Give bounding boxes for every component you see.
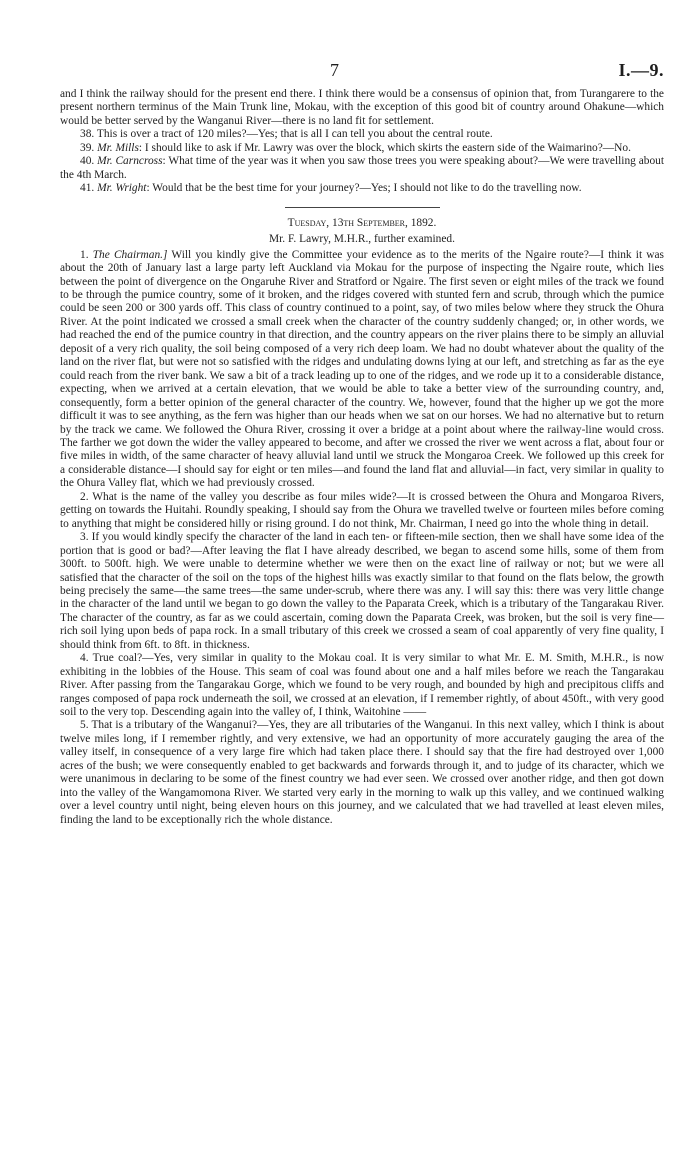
speaker-name: The Chairman.] [92,248,168,261]
paragraph-4 [60,652,664,719]
paragraph-text: : What time of the year was it when you saw those trees you were speaking about?—We were travelling about the 4th March. [60,155,664,181]
paragraph-number: 39. [80,141,95,154]
speaker-name: Mr. Wright [97,182,147,195]
paragraph-number: 38. [80,128,95,141]
paragraph-38 [60,128,664,141]
paragraph-number: 5. [80,719,89,732]
paragraph-text: That is a tributary of the Wanganui?—Yes, they are all tributaries of the Wanganui. In this next valley, which I think is about twelve miles long, if I remember rightly, and very extensive, we had an opportunity of more accurately gauging the area of the valley itself, in consequence of a very large fire which had taken place there. I should say that the fire had destroyed over 1,000 acres of the bush; we were consequently enabled to get backwards and forwards through it, and to judge of its character, which we were unanimous in declaring to be some of the finest country we had ever seen. We crossed over another ridge, and then got down into the valley of the Wangamomona River. We started very early in the morning to walk up this valley, and we continued walking over a level country until night, being eleven hours on this journey, and we calculated that we had travelled at least eleven miles, finding the land to be exceptionally rich the whole distance. [60,719,664,826]
paragraph-continuation [60,88,664,128]
paragraph-text: True coal?—Yes, very similar in quality to the Mokau coal. It is very similar to what Mr. E. M. Smith, M.H.R., is now exhibiting in the lobbies of the House. This seam of coal was found about one and a half miles before we reach the Tangarakau River. After passing from the Tangarakau Gorge, which we found to be very rough, and bounded by high and precipitous cliffs and ranges composed of papa rock underneath the soil, we crossed at an elevation, if I remember rightly, of about 450ft., with very good soil to the very top. Descending again into the valley of, I think, Waitohine —— [60,652,664,719]
paragraph-text: : Would that be the best time for your journey?—Yes; I should not like to do the travelling now. [146,182,582,195]
paragraph-text: and I think the railway should for the present end there. I think there would be a consensus of opinion that, from Turangarere to the present northern terminus of the Main Trunk line, Mokau, with the exception of this good bit of country around Ohakune—which would be better served by the Wanganui River—there is no land fit for settlement. [60,88,664,127]
paragraph-3 [60,531,664,652]
document-reference: I.—9. [618,60,664,80]
paragraph-number: 40. [80,155,95,168]
paragraph-text: : I should like to ask if Mr. Lawry was over the block, which skirts the eastern side of the Waimarino?—No. [138,141,631,154]
paragraph-text: If you would kindly specify the character of the land in each ten- or fifteen-mile section, then we shall have some idea of the portion that is good or bad?—After leaving the flat I have already described, we began to ascend some hills, some of them from 300ft. to 500ft. high. We were unable to determine whether we were then on the exact line of railway or not; but we were all satisfied that the character of the soil on the tops of the highest hills was exactly similar to that found on the flats below, the growth being precisely the same—the same trees—the same under-scrub, where there was any. I will say this: there was very little change in the character of the land until we began to go down the valley to the Paparata Creek, which is a tributary of the Tangarakau River. The character of the country, as far as we could ascertain, coming down the Paparata Creek, was broken, but the soil is very fine—rich soil lying upon beds of papa rock. In a small tributary of this creek we crossed a seam of coal apparently of very fine quality, I should think from 6ft. to 8ft. in thickness. [60,531,664,651]
paragraph-number: 3. [80,531,89,544]
paragraph-text: This is over a tract of 120 miles?—Yes; that is all I can tell you about the central route. [96,128,493,141]
paragraph-2 [60,491,664,531]
paragraph-text: What is the name of the valley you describe as four miles wide?—It is crossed between the Ohura and Mongaroa Rivers, getting on towards the Huitahi. Roundly speaking, I should say from the Ohura we travelled twelve or fourteen miles before coming to anything that might be considered hilly or rising ground. I do not think, Mr. Chairman, I need go into the whole thing in detail. [60,490,664,530]
paragraph-number: 2. [80,490,89,503]
page-number: 7 [330,60,339,80]
speaker-name: Mr. Carncross [97,155,163,168]
paragraph-number: 1. [80,248,89,261]
document-page [60,60,664,827]
page-header [60,60,664,88]
paragraph-39 [60,142,664,155]
paragraph-5 [60,719,664,827]
section-date: Tuesday, 13th September, 1892. [287,216,437,229]
paragraph-text: Will you kindly give the Committee your evidence as to the merits of the Ngaire route?—I think it was about the 20th of January last a large party left Auckland via Mokau for the purpose of inspecting the Ngaire route, which lies between the point of divergence on the Ongaruhe River and Stratford or Ngaire. The first seven or eight miles of the track we found to be through the pumice country, some of it broken, and the ridges covered with stunted fern and scrub, through which the pumice could be seen 200 or 300 yards off. This class of country continued to a point, say, of two miles below where they struck the Ohura River. At the point indicated we crossed a small creek when the character of the country suddenly changed; or, in other words, we had reached the end of the pumice country in that direction, and the country appears on the river plains there to be simply an alluvial deposit of a very rich quality, the soil being composed of a very rich deep loam. We had no doubt whatever about the quality of the land on the river flat, but were not so satisfied with the ridges and undulating downs lying at our left, and stretching as far as the eye could reach from the river bank. We saw a bit of a track leading up to one of the ridges, and we rode up it to a considerable distance, expecting, when we arrived at a certain elevation, that we would be able to take a better view of the surrounding country, and, consequently, form a better opinion of the general character of the country. We, however, found that the higher up we got the more difficult it was to see anything, as the fern was higher than our heads when we sat on our horses. We had no alternative but to return by the track we came. We followed the Ohura River, crossing it over a bridge at a point about where the railway-line would cross. The farther we got down the wider the valley appeared to become, and after we crossed the river we went across a flat, about four or five miles in width, of the same character of heavy alluvial land until we struck the Mongaroa Creek. We followed up this creek for a considerable distance—I should say for eight or ten miles—and found the land flat and alluvial—in fact, very similar in quality to the Ohura Valley flat, which we had previously crossed. [60,248,664,490]
paragraph-40 [60,155,664,182]
paragraph-number: 4. [80,652,89,665]
section-divider [285,207,440,208]
paragraph-1 [60,249,664,491]
section-subtitle: Mr. F. Lawry, M.H.R., further examined. [269,232,455,245]
paragraph-number: 41. [80,182,95,195]
speaker-name: Mr. Mills [97,141,139,154]
paragraph-41 [60,182,664,195]
